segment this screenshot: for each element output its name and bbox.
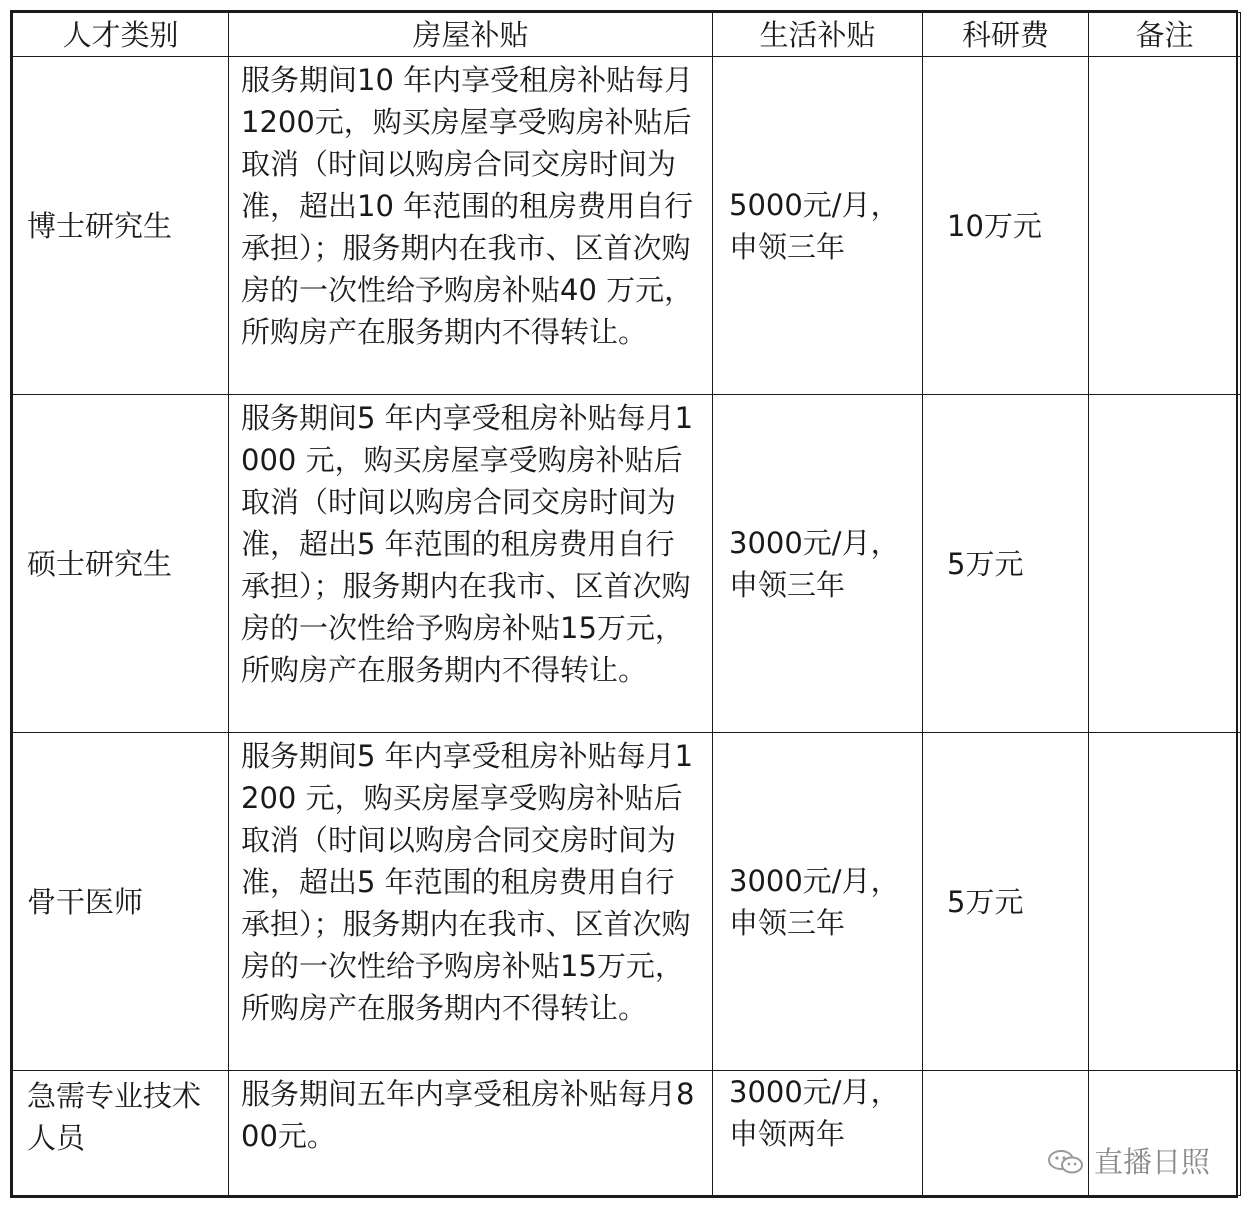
watermark	[1046, 1144, 1210, 1180]
housing-subsidy-cell: 服务期间5 年内享受租房补贴每月1000 元，购买房屋享受购房补贴后取消（时间以购房合同交房时间为准，超出5 年范围的租房费用自行承担）；服务期内在我市、区首次购房的一次性给予购房补贴15万元，所购房产在服务期内不得转让。	[229, 395, 713, 733]
talent-category-cell: 博士研究生	[13, 57, 229, 395]
subsidy-table-container	[10, 10, 1238, 1198]
watermark-text: 直播日照	[1093, 1145, 1210, 1179]
research-fund-cell: 5万元	[923, 395, 1089, 733]
living-subsidy-cell: 5000元/月，申领三年	[713, 57, 923, 395]
living-subsidy-cell: 3000元/月，申领三年	[713, 733, 923, 1071]
housing-subsidy-cell: 服务期间5 年内享受租房补贴每月1200 元，购买房屋享受购房补贴后取消（时间以购房合同交房时间为准，超出5 年范围的租房费用自行承担）；服务期内在我市、区首次购房的一次性给予购房补贴15万元，所购房产在服务期内不得转让。	[229, 733, 713, 1071]
header-research-fund: 科研费	[923, 13, 1089, 57]
talent-subsidy-table	[12, 12, 1241, 1196]
header-living-subsidy: 生活补贴	[713, 13, 923, 57]
table-row	[13, 733, 1241, 1071]
talent-category-cell: 骨干医师	[13, 733, 229, 1071]
table-row	[13, 395, 1241, 733]
remark-cell	[1089, 395, 1241, 733]
talent-category-cell: 硕士研究生	[13, 395, 229, 733]
research-fund-cell: 10万元	[923, 57, 1089, 395]
remark-cell	[1089, 733, 1241, 1071]
table-row	[13, 57, 1241, 395]
talent-category-cell: 急需专业技术人员	[13, 1071, 229, 1196]
remark-cell	[1089, 57, 1241, 395]
housing-subsidy-cell: 服务期间五年内享受租房补贴每月800元。	[229, 1071, 713, 1196]
housing-subsidy-cell: 服务期间10 年内享受租房补贴每月1200元，购买房屋享受购房补贴后取消（时间以购房合同交房时间为准，超出10 年范围的租房费用自行承担）；服务期内在我市、区首次购房的一次性给予购房补贴40 万元，所购房产在服务期内不得转让。	[229, 57, 713, 395]
header-housing-subsidy: 房屋补贴	[229, 13, 713, 57]
table-header-row	[13, 13, 1241, 57]
header-talent-category: 人才类别	[13, 13, 229, 57]
living-subsidy-cell: 3000元/月，申领两年	[713, 1071, 923, 1196]
wechat-official-account-icon	[1046, 1147, 1086, 1177]
header-remark: 备注	[1089, 13, 1241, 57]
living-subsidy-cell: 3000元/月，申领三年	[713, 395, 923, 733]
research-fund-cell: 5万元	[923, 733, 1089, 1071]
